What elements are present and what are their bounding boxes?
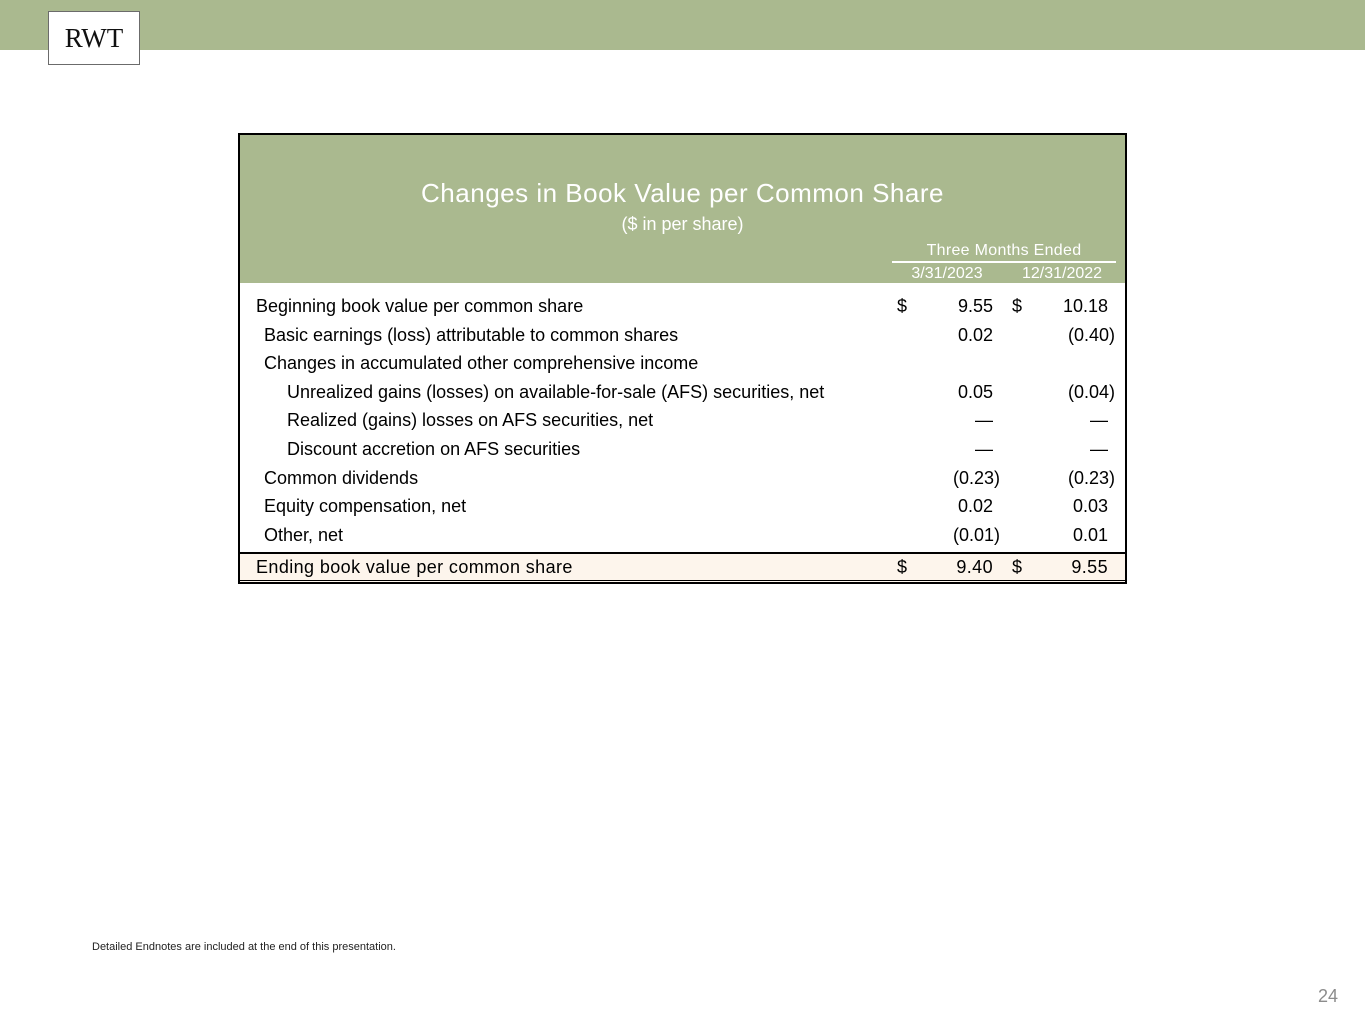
- value-q1-2023: —: [975, 439, 993, 459]
- row-label: Unrealized gains (losses) on available-for-sale (AFS) securities, net: [287, 381, 825, 402]
- table-row: [240, 378, 1125, 406]
- period-header: Three Months Ended: [892, 242, 1116, 263]
- dollar-sign: $: [897, 557, 908, 577]
- dollar-sign: $: [1012, 296, 1023, 316]
- value-q4-2022: 9.55: [1071, 557, 1108, 577]
- row-label: Equity compensation, net: [264, 496, 467, 517]
- value-q4-2022: 10.18: [1062, 296, 1108, 316]
- table-row: [240, 349, 1125, 377]
- row-label: Common dividends: [264, 467, 419, 488]
- row-label: Discount accretion on AFS securities: [287, 439, 581, 459]
- table-row: [240, 321, 1125, 349]
- value-q4-2022: (0.40): [1067, 324, 1115, 345]
- value-q1-2023: (0.23): [952, 467, 1000, 488]
- value-q4-2022: —: [1090, 410, 1108, 431]
- row-label: Realized (gains) losses on AFS securities, net: [287, 410, 654, 431]
- column-header-q4-2022: 12/31/2022: [1021, 265, 1103, 282]
- company-logo: [48, 11, 140, 65]
- value-q1-2023: 9.55: [957, 296, 993, 316]
- value-q4-2022: 0.03: [1072, 496, 1108, 517]
- book-value-table: [238, 133, 1127, 584]
- table-row: [240, 406, 1125, 434]
- dollar-sign: $: [897, 296, 908, 316]
- top-header-band: [0, 0, 1365, 50]
- table-title: Changes in Book Value per Common Share: [421, 178, 944, 208]
- logo-text: RWT: [64, 22, 124, 53]
- table-subtitle: ($ in per share): [621, 214, 744, 234]
- row-label: Ending book value per common share: [256, 557, 573, 577]
- table-row: [240, 464, 1125, 492]
- table-row: [240, 521, 1125, 549]
- row-label: Other, net: [264, 524, 344, 545]
- dollar-sign: $: [1012, 557, 1023, 577]
- value-q1-2023: —: [975, 410, 993, 431]
- value-q1-2023: 0.02: [957, 324, 993, 345]
- row-label: Beginning book value per common share: [256, 296, 584, 316]
- value-q4-2022: 0.01: [1072, 524, 1108, 545]
- table-row: [240, 435, 1125, 463]
- row-label: Changes in accumulated other comprehensive income: [264, 353, 699, 374]
- value-q1-2023: 0.02: [957, 496, 993, 517]
- table-row: [240, 492, 1125, 520]
- value-q1-2023: 0.05: [957, 381, 993, 402]
- endnote-text: Detailed Endnotes are included at the end of this presentation.: [92, 941, 396, 953]
- value-q1-2023: (0.01): [952, 524, 1000, 545]
- row-label: Basic earnings (loss) attributable to common shares: [264, 324, 679, 345]
- value-q4-2022: —: [1090, 439, 1108, 459]
- table-header: [240, 135, 1125, 283]
- value-q4-2022: (0.04): [1067, 381, 1115, 402]
- value-q1-2023: 9.40: [956, 557, 993, 577]
- total-row: [240, 552, 1125, 583]
- page-number: 24: [1317, 986, 1338, 1006]
- table-row: [240, 292, 1125, 320]
- value-q4-2022: (0.23): [1067, 467, 1115, 488]
- column-header-q1-2023: 3/31/2023: [911, 265, 983, 282]
